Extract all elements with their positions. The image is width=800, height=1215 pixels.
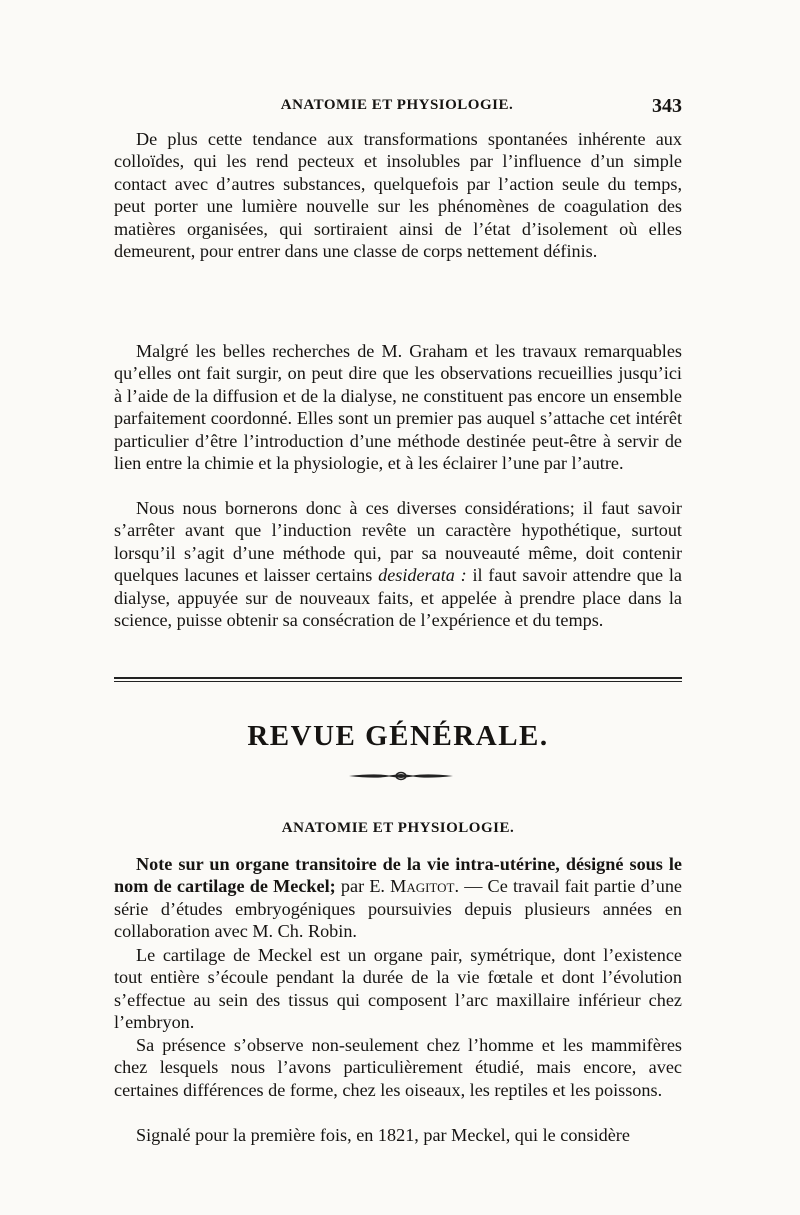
paragraph-graham: Malgré les belles recherches de M. Graham et les travaux remarquables qu’elles ont fait surgir, on peut dire que les observations recueillies jusqu’ici à l’aide de la diffusion et de la dialyse, ne constituent pas encore un ensemble parfaitement coordonné. Elles sont un premier pas auquel s’attache cet intérêt particulier d’être l’introduction d’une méthode destinée peut-être à servir de lien entre la chimie et la physiologie, et à les éclairer l’une par l’autre. bbox=[114, 341, 682, 474]
paragraph-conclusion bbox=[114, 497, 682, 631]
article-intro-text: — Ce travail fait partie d’une série d’études embryogéniques poursuivies depuis plusieurs années en collaboration avec M. Ch. Robin. bbox=[114, 876, 682, 942]
article-author: Magitot. bbox=[390, 876, 460, 897]
conclusion-text-start: Nous nous bornerons donc à ces diverses considérations; il faut savoir s’arrêter avant que l’induction revête un caractère hypothétique, surtout lorsqu’il s’agit d’une méthode qui, par sa nouveauté même, doit contenir quelques lacunes et laisser certains bbox=[114, 498, 682, 586]
byline-prefix: par E. bbox=[335, 876, 391, 897]
ornamental-divider bbox=[349, 771, 453, 781]
paragraph-meckel-cartilage: Le cartilage de Meckel est un organe pair, symétrique, dont l’existence tout entière s’écoule pendant la durée de la vie fœtale et dont l’évolution s’effectue au sein des tissus qui composent l’arc maxillaire inférieur chez l’embryon. bbox=[114, 945, 682, 1033]
paragraph-colloids: De plus cette tendance aux transformations spontanées inhérente aux colloïdes, qui les rend pecteux et insolubles par l’influence d’un simple contact avec d’autres substances, quelquefois par l’action seule du temps, peut porter une lumière nouvelle sur les phénomènes de coagulation des matières organisées, qui sortiraient ainsi de l’état d’isolement où elles demeurent, pour entrer dans une classe de corps nettement définis. bbox=[114, 129, 682, 262]
paragraph-presence: Sa présence s’observe non-seulement chez l’homme et les mammifères chez lesquels nous l’avons particulièrement étudié, mais encore, avec certaines différences de forme, chez les oiseaux, les reptiles et les poissons. bbox=[114, 1035, 682, 1100]
page-header bbox=[112, 95, 682, 119]
article-title: Note sur un organe transitoire de la vie intra-utérine, désigné sous le nom de cartilage de Meckel; bbox=[114, 854, 682, 897]
article-intro-paragraph bbox=[114, 853, 682, 943]
subsection-title: ANATOMIE ET PHYSIOLOGIE. bbox=[281, 820, 515, 836]
section-title: REVUE GÉNÉRALE. bbox=[247, 720, 549, 752]
desiderata-italic: desiderata : bbox=[378, 565, 467, 586]
page-number: 343 bbox=[652, 95, 682, 117]
conclusion-text-end: il faut savoir attendre que la dialyse, appuyée sur de nouveaux faits, et appelée à prendre place dans la science, puisse obtenir sa consécration de l’expérience et du temps. bbox=[114, 565, 682, 631]
running-head: ANATOMIE ET PHYSIOLOGIE. bbox=[280, 97, 514, 113]
paragraph-signale: Signalé pour la première fois, en 1821, par Meckel, qui le considère bbox=[136, 1125, 630, 1145]
